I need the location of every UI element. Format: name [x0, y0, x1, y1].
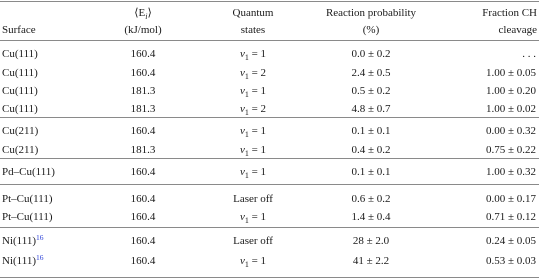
cell-fraction-ch-cleavage: 1.00 ± 0.05 [485, 67, 536, 79]
cell-fraction-ch-cleavage: 0.24 ± 0.05 [485, 235, 536, 247]
header-bottom-rule [0, 40, 539, 41]
reference-link[interactable]: 16 [36, 233, 44, 242]
cell-surface: Pt–Cu(111) [2, 193, 53, 205]
column-header-probability: Reaction probability [325, 7, 417, 19]
cell-quantum-state: $\nu_1 = 1$ [239, 144, 267, 159]
column-header-quantum: Quantum [232, 7, 274, 19]
cell-incident-energy: 160.4 [130, 211, 156, 223]
cell-quantum-state: Laser off [233, 193, 273, 205]
cell-incident-energy: 181.3 [130, 103, 156, 115]
cell-surface: Pd–Cu(111) [2, 166, 55, 178]
cell-fraction-ch-cleavage: 1.00 ± 0.20 [485, 85, 536, 97]
cell-surface: Cu(111) [2, 85, 38, 97]
cell-incident-energy: 160.4 [130, 67, 156, 79]
cell-reaction-probability: 1.4 ± 0.4 [351, 211, 391, 223]
cell-reaction-probability: 0.1 ± 0.1 [351, 125, 391, 137]
cell-surface: Cu(211) [2, 144, 39, 156]
cell-fraction-ch-cleavage: 0.53 ± 0.03 [485, 255, 536, 267]
cell-surface: Cu(111) [2, 48, 38, 60]
cell-surface: Cu(211) [2, 125, 39, 137]
column-header-fraction: Fraction CH [482, 7, 537, 19]
cell-quantum-state: $\nu_1 = 2$ [239, 67, 267, 82]
cell-quantum-state: $\nu_1 = 1$ [239, 255, 267, 270]
cell-incident-energy: 160.4 [130, 235, 156, 247]
cell-surface: Cu(111) [2, 67, 38, 79]
cell-quantum-state: $\nu_1 = 1$ [239, 166, 267, 181]
cell-quantum-state: Laser off [233, 235, 273, 247]
cell-reaction-probability: 41 ± 2.2 [352, 255, 390, 267]
cell-quantum-state: $\nu_1 = 1$ [239, 211, 267, 226]
cell-reaction-probability: 2.4 ± 0.5 [351, 67, 391, 79]
cell-quantum-state: $\nu_1 = 1$ [239, 125, 267, 140]
group-divider-rule [0, 227, 539, 228]
table-bottom-rule [0, 277, 539, 278]
group-divider-rule [0, 184, 539, 185]
cell-reaction-probability: 4.8 ± 0.7 [351, 103, 391, 115]
cell-reaction-probability: 0.6 ± 0.2 [351, 193, 391, 205]
cell-incident-energy: 160.4 [130, 166, 156, 178]
cell-incident-energy: 181.3 [130, 144, 156, 156]
cell-incident-energy: 160.4 [130, 255, 156, 267]
reference-link[interactable]: 16 [36, 253, 44, 262]
column-header-ei: $⟨E_i⟩$ [134, 7, 152, 22]
column-header-states: states [240, 24, 266, 36]
column-header-ei-unit: (kJ/mol) [124, 24, 162, 36]
cell-fraction-ch-cleavage: 0.00 ± 0.17 [485, 193, 536, 205]
cell-quantum-state: $\nu_1 = 1$ [239, 48, 267, 63]
column-header-cleavage: cleavage [498, 24, 537, 36]
cell-surface: Pt–Cu(111) [2, 211, 53, 223]
cell-quantum-state: $\nu_1 = 1$ [239, 85, 267, 100]
cell-surface: Ni(111)$^{16}$ [2, 233, 44, 247]
cell-fraction-ch-cleavage: 1.00 ± 0.02 [485, 103, 536, 115]
table-top-rule [0, 1, 539, 2]
cell-fraction-ch-cleavage: 1.00 ± 0.32 [485, 166, 536, 178]
cell-reaction-probability: 28 ± 2.0 [352, 235, 390, 247]
cell-fraction-ch-cleavage: . . . [522, 48, 536, 60]
cell-reaction-probability: 0.1 ± 0.1 [351, 166, 391, 178]
cell-incident-energy: 160.4 [130, 193, 156, 205]
cell-surface: Cu(111) [2, 103, 38, 115]
cell-incident-energy: 160.4 [130, 48, 156, 60]
cell-fraction-ch-cleavage: 0.71 ± 0.12 [485, 211, 536, 223]
column-header-surface: Surface [2, 24, 36, 36]
cell-incident-energy: 181.3 [130, 85, 156, 97]
cell-fraction-ch-cleavage: 0.00 ± 0.32 [485, 125, 536, 137]
column-header-probability-unit: (%) [362, 24, 380, 36]
cell-reaction-probability: 0.0 ± 0.2 [351, 48, 391, 60]
cell-incident-energy: 160.4 [130, 125, 156, 137]
cell-surface: Ni(111)$^{16}$ [2, 253, 44, 267]
cell-fraction-ch-cleavage: 0.75 ± 0.22 [485, 144, 536, 156]
cell-quantum-state: $\nu_1 = 2$ [239, 103, 267, 118]
cell-reaction-probability: 0.5 ± 0.2 [351, 85, 391, 97]
cell-reaction-probability: 0.4 ± 0.2 [351, 144, 391, 156]
